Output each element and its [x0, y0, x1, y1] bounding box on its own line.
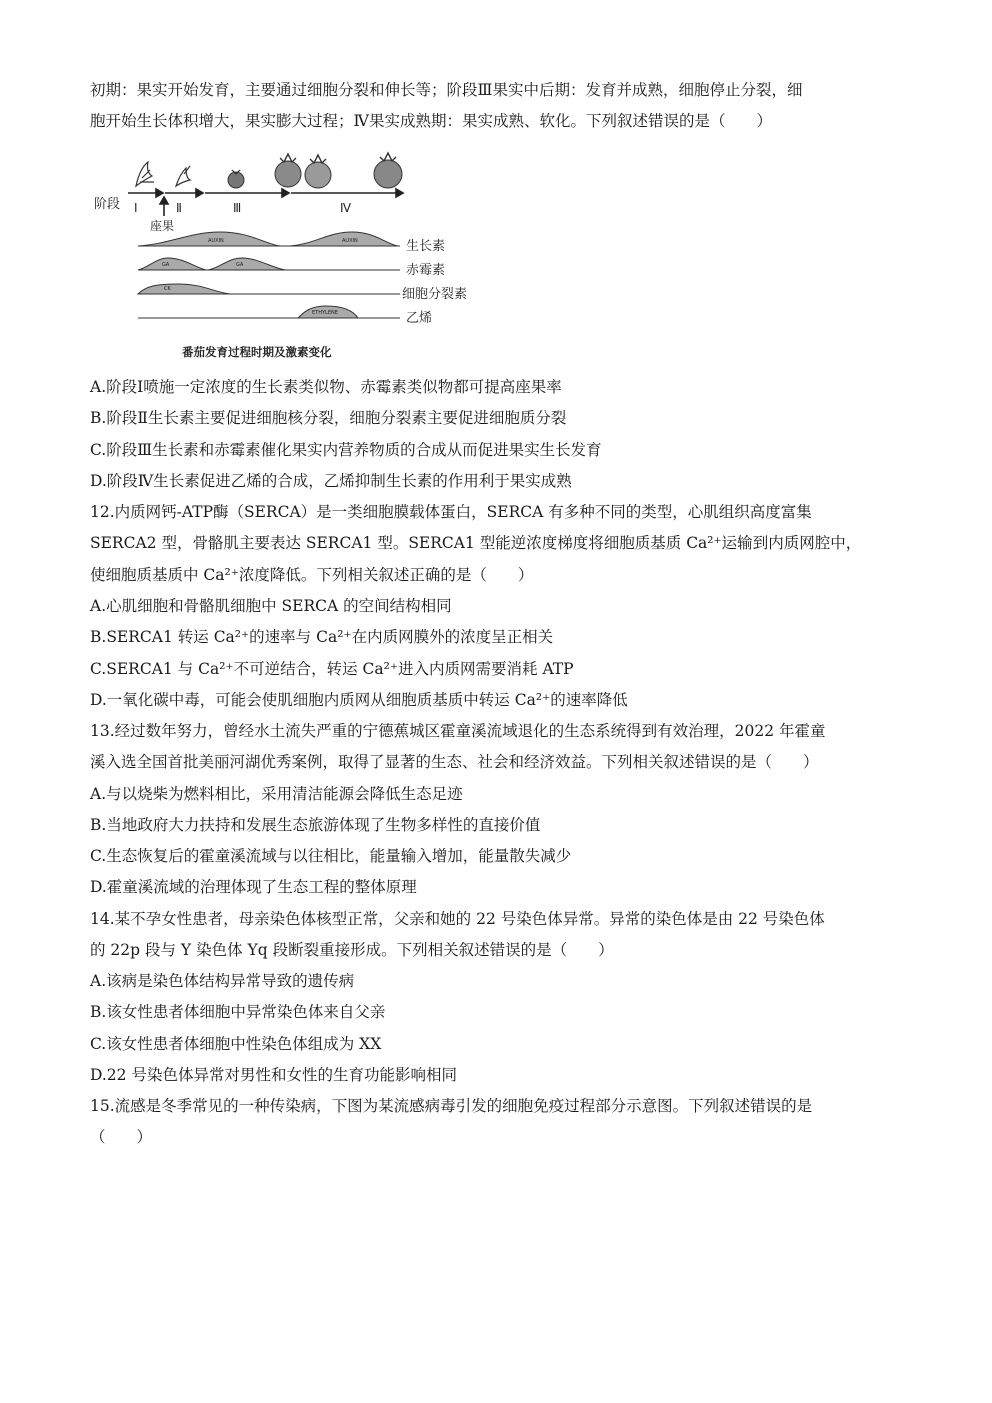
q15-stem-line-2: （ ）: [90, 1128, 153, 1146]
fruit-set-label: 座果: [150, 219, 175, 233]
stage-2-label: Ⅱ: [176, 201, 182, 215]
q13-option-a: A.与以烧柴为燃料相比，采用清洁能源会降低生态足迹: [90, 785, 463, 803]
q13-stem-line-2: 溪入选全国首批美丽河湖优秀案例，取得了显著的生态、社会和经济效益。下列相关叙述错误的是（ ）: [90, 753, 819, 771]
flower-bud-icon: [136, 162, 154, 186]
stage-label: 阶段: [94, 197, 121, 212]
q13-option-b: B.当地政府大力扶持和发展生态旅游体现了生物多样性的直接价值: [90, 816, 541, 834]
hormone-label-auxin: 生长素: [406, 239, 446, 254]
q14-stem-line-1: 14.某不孕女性患者，母亲染色体核型正常，父亲和她的 22 号染色体异常。异常的染色体是由 22 号染色体: [90, 910, 825, 928]
q11-option-a: A.阶段Ⅰ喷施一定浓度的生长素类似物、赤霉素类似物都可提高座果率: [90, 378, 562, 396]
q13-stem-line-1: 13.经过数年努力，曾经水土流失严重的宁德蕉城区霍童溪流域退化的生态系统得到有效治理，2022 年霍童: [90, 722, 826, 740]
q12-stem-line-2: SERCA2 型，骨骼肌主要表达 SERCA1 型。SERCA1 型能逆浓度梯度将细胞质基质 Ca²⁺运输到内质网腔中，: [90, 534, 862, 552]
auxin-tag-1: AUXIN: [208, 238, 224, 244]
small-fruit-icon: [228, 170, 244, 188]
tomato-hormone-figure: [90, 148, 510, 366]
q15-stem-line-1: 15.流感是冬季常见的一种传染病，下图为某流感病毒引发的细胞免疫过程部分示意图。下列叙述错误的是: [90, 1097, 813, 1115]
intro-line-2: 胞开始生长体积增大，果实膨大过程；Ⅳ果实成熟期：果实成熟、软化。下列叙述错误的是（ ）: [90, 112, 772, 130]
q12-option-b: B.SERCA1 转运 Ca²⁺的速率与 Ca²⁺在内质网膜外的浓度呈正相关: [90, 628, 554, 646]
stage-3-label: Ⅲ: [233, 201, 242, 215]
q12-option-c: C.SERCA1 与 Ca²⁺不可逆结合，转运 Ca²⁺进入内质网需要消耗 ATP: [90, 660, 574, 678]
ga-tag-1: GA: [162, 262, 170, 268]
hormone-label-cytokinin: 细胞分裂素: [402, 287, 468, 302]
stage-4-label: Ⅳ: [340, 201, 352, 215]
q14-option-b: B.该女性患者体细胞中异常染色体来自父亲: [90, 1003, 386, 1021]
q12-stem-line-3: 使细胞质基质中 Ca²⁺浓度降低。下列相关叙述正确的是（ ）: [90, 566, 534, 584]
ethylene-tag: ETHYLENE: [312, 310, 338, 316]
q11-option-c: C.阶段Ⅲ生长素和赤霉素催化果实内营养物质的合成从而促进果实生长发育: [90, 441, 602, 459]
hormone-curves: [138, 232, 400, 318]
q12-option-a: A.心肌细胞和骨骼肌细胞中 SERCA 的空间结构相同: [90, 597, 452, 615]
q14-stem-line-2: 的 22p 段与 Y 染色体 Yq 段断裂重接形成。下列相关叙述错误的是（ ）: [90, 941, 614, 959]
intro-line-1: 初期：果实开始发育，主要通过细胞分裂和伸长等；阶段Ⅲ果实中后期：发育并成熟，细胞停止分裂，细: [90, 81, 803, 99]
stage-1-label: Ⅰ: [134, 201, 138, 215]
q13-option-c: C.生态恢复后的霍童溪流域与以往相比，能量输入增加，能量散失减少: [90, 847, 572, 865]
ripe-fruit-icon: [374, 153, 402, 188]
q12-option-d: D.一氧化碳中毒，可能会使肌细胞内质网从细胞质基质中转运 Ca²⁺的速率降低: [90, 691, 628, 709]
ripening-fruit-icon: [305, 155, 331, 188]
q13-option-d: D.霍童溪流域的治理体现了生态工程的整体原理: [90, 878, 417, 896]
stage-arrows: [128, 189, 403, 216]
hormone-label-ethylene: 乙烯: [406, 311, 433, 326]
ck-tag: CK: [164, 286, 171, 292]
green-fruit-icon: [275, 154, 301, 187]
q11-option-d: D.阶段Ⅳ生长素促进乙烯的合成，乙烯抑制生长素的作用利于果实成熟: [90, 472, 572, 490]
figure-caption: 番茄发育过程时期及激素变化: [182, 345, 332, 359]
q14-option-a: A.该病是染色体结构异常导致的遗传病: [90, 972, 355, 990]
q14-option-c: C.该女性患者体细胞中性染色体组成为 XX: [90, 1035, 382, 1053]
hormone-label-gibberellin: 赤霉素: [406, 263, 446, 278]
q11-option-b: B.阶段Ⅱ生长素主要促进细胞核分裂，细胞分裂素主要促进细胞质分裂: [90, 409, 567, 427]
flower-icon: [176, 166, 190, 186]
ga-tag-2: GA: [236, 262, 244, 268]
auxin-tag-2: AUXIN: [342, 238, 358, 244]
q12-stem-line-1: 12.内质网钙-ATP酶（SERCA）是一类细胞膜载体蛋白，SERCA 有多种不同的类型，心肌组织高度富集: [90, 503, 812, 521]
q14-option-d: D.22 号染色体异常对男性和女性的生育功能影响相同: [90, 1066, 457, 1084]
